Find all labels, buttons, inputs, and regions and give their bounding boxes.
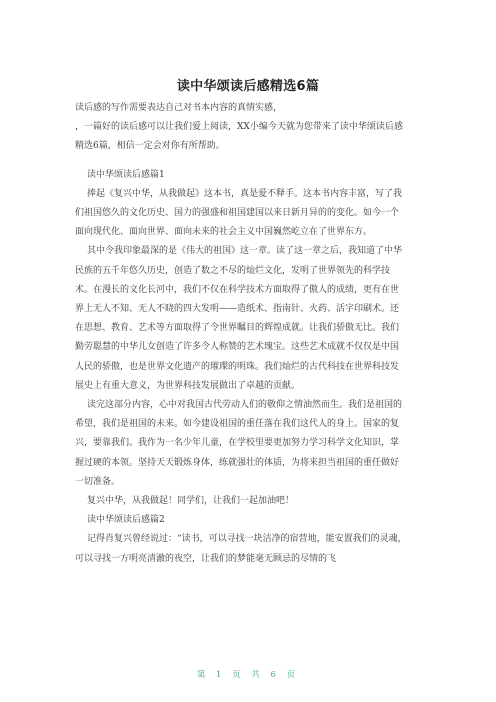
section-2-paragraph-1: 记得肖复兴曾经说过：“读书，可以寻找一块洁净的宿营地，能安置我们的灵魂，可以寻找一方明亮清澈的夜空，让我们的梦能毫无顾忌的尽情的飞: [75, 534, 407, 564]
intro-line-1: 读后感的写作需要表达自己对书本内容的真情实感，: [75, 103, 283, 113]
document-title: 读中华颂读后感精选6篇: [176, 79, 320, 94]
section-1-heading: 读中华颂读后感篇1: [87, 169, 165, 180]
section-2-heading: 读中华颂读后感篇2: [87, 515, 165, 526]
section-1-paragraph-4: 复兴中华，从我做起！同学们，让我们一起加油吧！: [87, 496, 295, 507]
page-footer: 第 1 页 共 6 页: [196, 670, 300, 680]
spacer: [75, 157, 407, 166]
section-1-paragraph-1: 捧起《复兴中华，从我做起》这本书，真是爱不释手。这本书内容丰富，写了我们祖国悠久的文化历史、国力的强盛和祖国建国以来日新月异的的变化。如今一个面向现代化、面向世界、面向未来的社会主义中国巍然屹立在了世界东方。: [75, 188, 403, 238]
document-body: [75, 99, 407, 569]
section-1-paragraph-2: 其中令我印象最深的是《伟大的祖国》这一章。读了这一章之后，我知道了中华民族的五千年悠久历史，创造了数之不尽的灿烂文化，发明了世界领先的科学技术。在漫长的文化长河中，我们不仅在科学技术方面取得了傲人的成绩，更有在世界上无人不知、无人不晓的四大发明——造纸术、指南针、火药、活字印刷术。还在思想、教育、艺术等方面取得了令世界瞩目的辉煌成就。让我们骄傲无比。我们勤劳聪慧的中华儿女创造了许多令人称赞的艺术瑰宝。这些艺术成就不仅仅是中国人民的骄傲，也是世界文化遗产的璀璨的明珠。我们灿烂的古代科技在世界科技发展史上有重大意义，为世界科技发展做出了卓越的贡献。: [75, 246, 403, 391]
section-1-paragraph-3: 读完这部分内容，心中对我国古代劳动人们的敬仰之情油然而生。我们是祖国的希望，我们是祖国的未来。如今建设祖国的重任落在我们这代人的身上。国家的复兴，要靠我们。我作为一名少年儿童，在学校里要更加努力学习科学文化知识，掌握过硬的本领。坚持天天锻炼身体，练就强壮的体质，为将来担当祖国的重任做好一切准备。: [75, 400, 403, 487]
intro-line-2: ，一篇好的读后感可以让我们爱上阅读，XX小编今天就为您带来了读中华颂读后感精选6篇，相信一定会对你有所帮助。: [75, 122, 403, 152]
